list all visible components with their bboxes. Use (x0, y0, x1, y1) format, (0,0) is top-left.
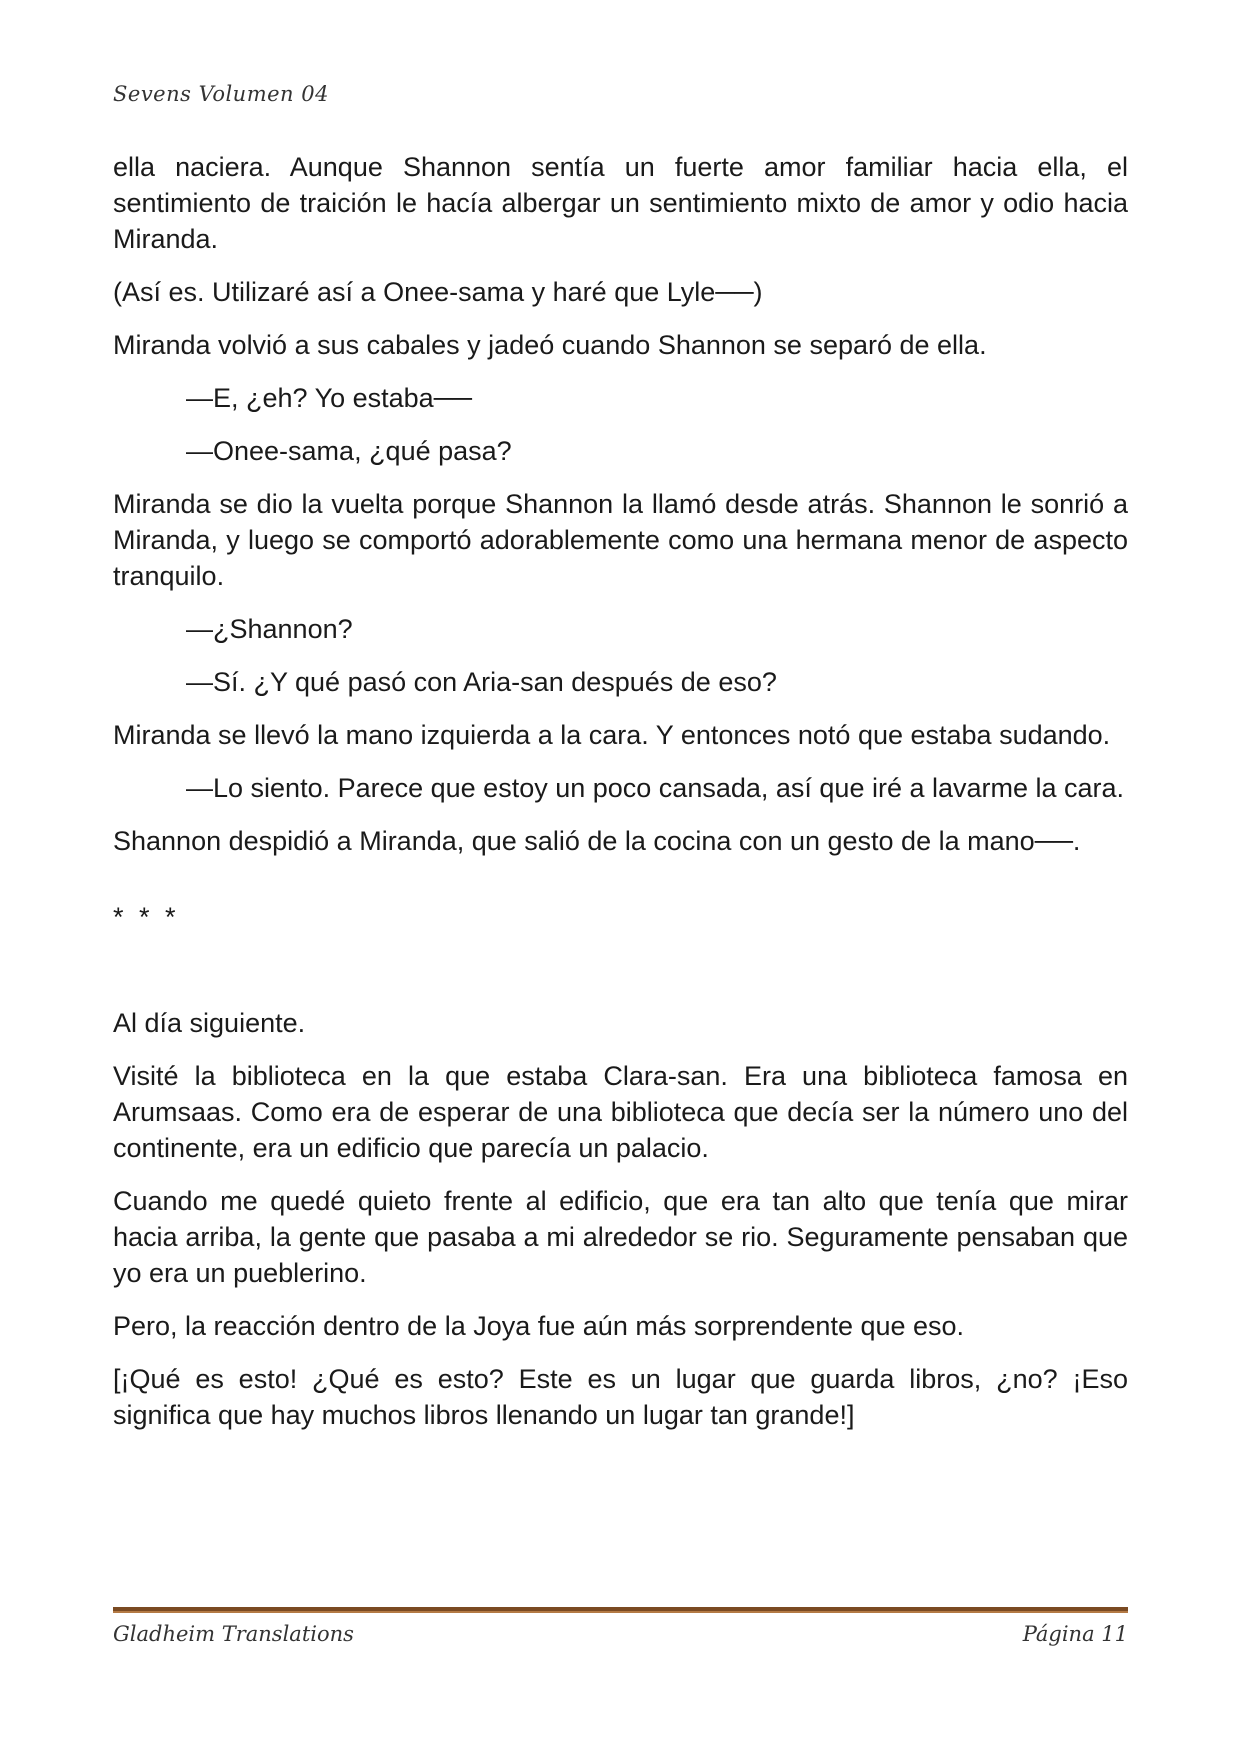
page-header-title: Sevens Volumen 04 (113, 82, 329, 106)
page-number: Página 11 (1022, 1622, 1128, 1646)
paragraph: [¡Qué es esto! ¿Qué es esto? Este es un lugar que guarda libros, ¿no? ¡Eso significa que hay muchos libros llenando un lugar tan grande!] (113, 1364, 1128, 1430)
paragraph: Visité la biblioteca en la que estaba Clara-san. Era una biblioteca famosa en Arumsaas. Como era de esperar de una biblioteca que decía ser la número uno del continente, era un edificio que parecía un palacio. (113, 1061, 1128, 1163)
paragraph: Miranda se dio la vuelta porque Shannon la llamó desde atrás. Shannon le sonrió a Miranda, y luego se comportó adorablemente como una hermana menor de aspecto tranquilo. (113, 489, 1128, 591)
paragraph: Al día siguiente. (113, 1008, 306, 1038)
paragraph: Cuando me quedé quieto frente al edificio, que era tan alto que tenía que mirar hacia arriba, la gente que pasaba a mi alrededor se rio. Seguramente pensaban que yo era un pueblerino. (113, 1186, 1128, 1288)
paragraph: Pero, la reacción dentro de la Joya fue aún más sorprendente que eso. (113, 1311, 965, 1341)
paragraph: Miranda volvió a sus cabales y jadeó cuando Shannon se separó de ella. (113, 330, 987, 360)
scene-separator: * * * (113, 902, 180, 932)
dialogue-line: —E, ¿eh? Yo estaba── (186, 383, 472, 413)
paragraph: ella naciera. Aunque Shannon sentía un fuerte amor familiar hacia ella, el sentimiento de traición le hacía albergar un sentimiento mixto de amor y odio hacia Miranda. (113, 152, 1128, 254)
dialogue-line: —Sí. ¿Y qué pasó con Aria-san después de eso? (186, 667, 777, 697)
paragraph: (Así es. Utilizaré así a Onee-sama y haré que Lyle──) (113, 277, 763, 307)
footer-divider (113, 1607, 1128, 1613)
dialogue-line: —Lo siento. Parece que estoy un poco cansada, así que iré a lavarme la cara. (186, 773, 1125, 803)
paragraph: Miranda se llevó la mano izquierda a la cara. Y entonces notó que estaba sudando. (113, 720, 1111, 750)
dialogue-line: —Onee-sama, ¿qué pasa? (186, 436, 512, 466)
footer-credit: Gladheim Translations (113, 1622, 354, 1646)
paragraph: Shannon despidió a Miranda, que salió de la cocina con un gesto de la mano──. (113, 826, 1081, 856)
page-body (113, 149, 1128, 1450)
dialogue-line: —¿Shannon? (186, 614, 353, 644)
